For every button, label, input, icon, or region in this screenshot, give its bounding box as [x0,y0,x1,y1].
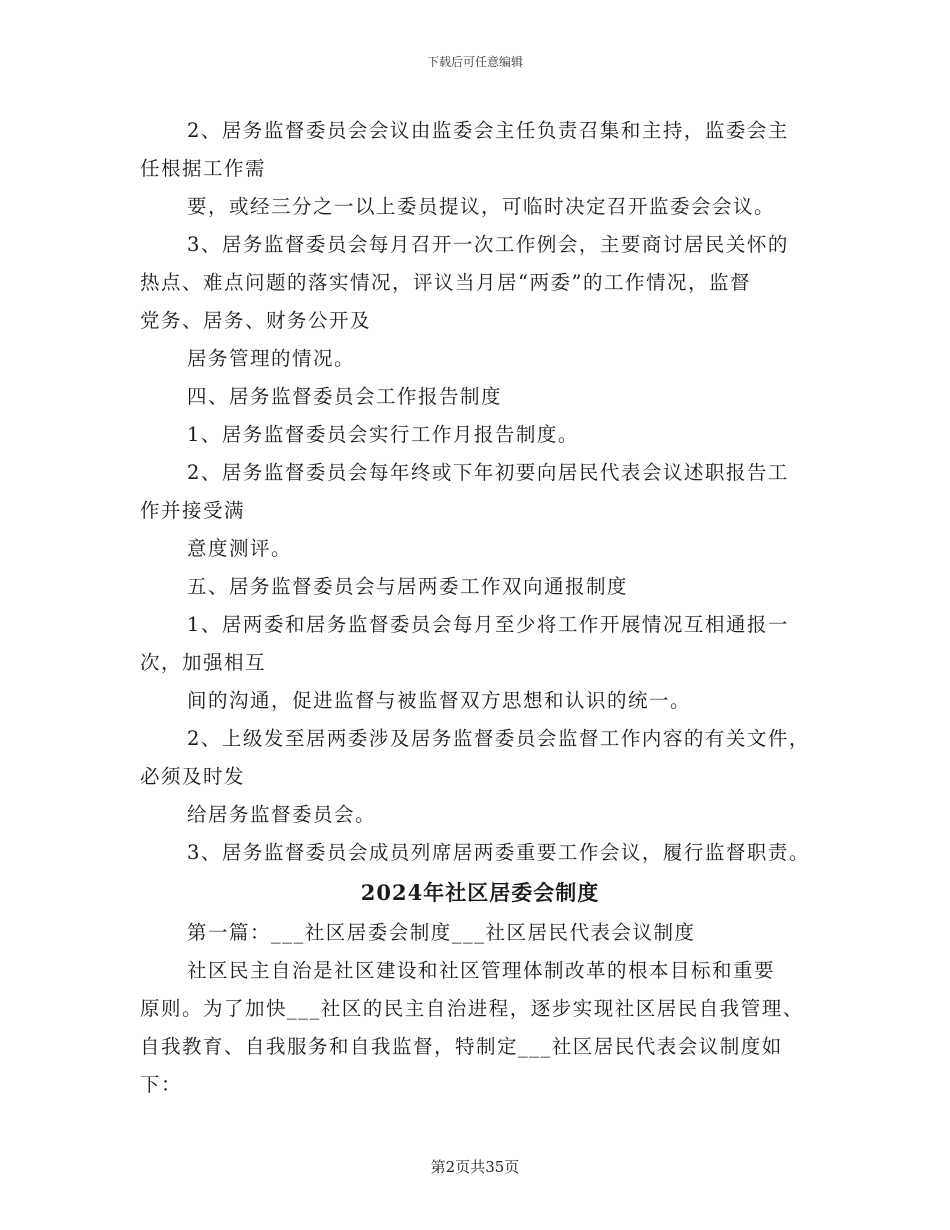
text-line: 党务、居务、财务公开及 [140,309,372,332]
text-line: 3、居务监督委员会成员列席居两委重要工作会议，履行监督职责。 [187,841,810,864]
text-line: 作并接受满 [140,499,246,522]
text-line: 1、居两委和居务监督委员会每月至少将工作开展情况互相通报一 [187,613,789,636]
text-line: 四、居务监督委员会工作报告制度 [187,385,503,408]
text-line: 自我教育、自我服务和自我监督，特制定___社区居民代表会议制度如 [140,1035,783,1058]
text-line: 2、居务监督委员会会议由监委会主任负责召集和主持，监委会主 [187,119,789,142]
text-line: 居务管理的情况。 [187,347,356,370]
text-line: 第一篇：___社区居委会制度___社区居民代表会议制度 [187,921,696,944]
text-line: 原则。为了加快___社区的民主自治进程，逐步实现社区居民自我管理、 [140,997,804,1020]
text-line: 间的沟通，促进监督与被监督双方思想和认识的统一。 [187,689,692,712]
page-number: 第2页共35页 [430,1158,520,1176]
body-paragraphs-part-1 [140,112,820,872]
text-line: 给居务监督委员会。 [187,803,377,826]
text-line: 五、居务监督委员会与居两委工作双向通报制度 [187,575,629,598]
text-line: 社区民主自治是社区建设和社区管理体制改革的根本目标和重要 [187,959,776,982]
text-line: 意度测评。 [187,537,293,560]
text-line: 下： [140,1073,183,1096]
page-header: 下载后可任意编辑 [426,55,523,69]
text-line: 3、居务监督委员会每月召开一次工作例会，主要商讨居民关怀的 [187,233,789,256]
text-line: 1、居务监督委员会实行工作月报告制度。 [187,423,579,446]
text-line: 任根据工作需 [140,157,267,180]
text-line: 2、上级发至居两委涉及居务监督委员会监督工作内容的有关文件， [187,727,810,750]
document-body [140,112,820,1104]
body-paragraphs-part-2 [140,914,820,1104]
text-line: 次，加强相互 [140,651,267,674]
text-line: 热点、难点问题的落实情况，评议当月居“两委”的工作情况，监督 [140,271,751,294]
text-line: 要，或经三分之一以上委员提议，可临时决定召开监委会会议。 [187,195,776,218]
text-line: 2、居务监督委员会每年终或下年初要向居民代表会议述职报告工 [187,461,789,484]
text-line: 必须及时发 [140,765,246,788]
section-title: 2024年社区居委会制度 [360,880,600,905]
